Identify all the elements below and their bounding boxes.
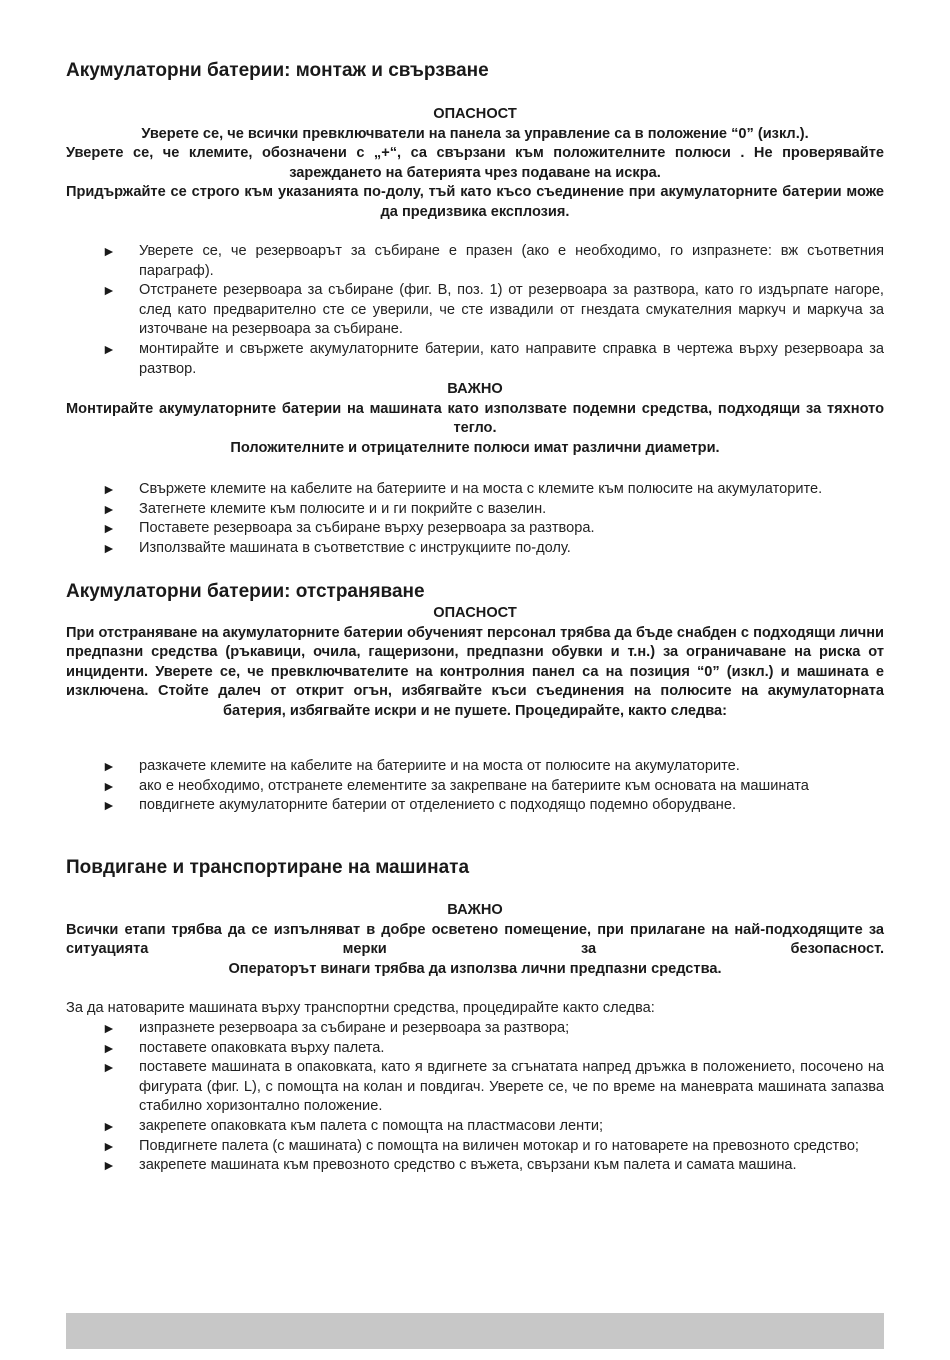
install-steps-list	[66, 242, 884, 379]
list-item: ► изпразнете резервоара за събиране и резервоара за разтвора;	[66, 1019, 884, 1039]
section-title-battery-removal: Акумулаторни батерии: отстраняване	[66, 581, 425, 602]
important-line: Операторът винаги трябва да използва лични предпазни средства.	[228, 960, 722, 977]
danger-line: Уверете се, че всички превключватели на панела за управление са в положение “0” (изкл.).	[141, 125, 809, 142]
important-line: Всички етапи трябва да се изпълняват в добре осветено помещение, при прилагане на най-подходящите за ситуацията мерки за безопасност.	[66, 921, 884, 958]
list-item: ► закрепете машината към превозното средство с въжета, свързани към палета и самата машина.	[66, 1156, 884, 1176]
danger-line: Уверете се, че клемите, обозначени с „+“, са свързани към положителните полюси . Не проверявайте зареждането на батерията чрез подаване на искра.	[66, 145, 884, 181]
important-label: ВАЖНО	[447, 902, 503, 918]
section-title-battery-install: Акумулаторни батерии: монтаж и свързване	[66, 60, 489, 81]
arrow-right-icon: ►	[102, 520, 116, 537]
arrow-right-icon: ►	[102, 481, 116, 497]
arrow-right-icon: ►	[102, 1137, 116, 1154]
danger-text: При отстраняване на акумулаторните батерии обученият персонал трябва да бъде снабден с подходящи лични предпазни средства (ръкавици, очила, гащеризони, предпазни обувки и т.н.) за ограничаване на риска от инциденти. Уверете се, че превключвателите на контролния панел са на позиция “0” (изкл.) и машината е изключена. Стойте далеч от открит огън, избягвайте къси съединения на полюсите на акумулаторната батерия, избягвайте искри и не пушете. Процедирайте, както следва:	[66, 624, 884, 719]
list-item: ► поставете машината в опаковката, като я вдигнете за сгънатата напред дръжка в положението, посочено на фигурата (фиг. L), с помощта на колан и повдигач. Уверете се, че по време на маневрата машината запазва стабилно хоризонтално положение.	[102, 1059, 884, 1115]
list-item: ► поставете опаковката върху палета.	[66, 1039, 884, 1059]
removal-steps-list	[66, 757, 884, 816]
list-item: ► закрепете опаковката към палета с помощта на пластмасови ленти;	[66, 1117, 884, 1137]
danger-line: Придържайте се строго към указанията по-долу, тъй като късо съединение при акумулаторните батерии може да предизвика експлозия.	[66, 184, 884, 220]
transport-intro: За да натоварите машината върху транспортни средства, процедирайте както следва:	[66, 1000, 655, 1016]
arrow-right-icon: ►	[102, 777, 116, 794]
list-item: ► разкачете клемите на кабелите на батериите и на моста от полюсите на акумулаторите.	[66, 757, 884, 777]
arrow-right-icon: ►	[102, 243, 116, 259]
important-line: Монтирайте акумулаторните батерии на машината като използвате подемни средства, подходящи за тяхното тегло.	[66, 400, 884, 437]
arrow-right-icon: ►	[102, 1059, 116, 1076]
danger-notice-removal	[66, 604, 884, 722]
footer-bar	[66, 1313, 884, 1349]
important-notice-install	[66, 380, 884, 458]
danger-label: ОПАСНОСТ	[433, 106, 517, 122]
list-item: ► монтирайте и свържете акумулаторните батерии, като направите справка в чертежа върху резервоара за разтвор.	[102, 340, 884, 377]
arrow-right-icon: ►	[102, 1020, 116, 1036]
arrow-right-icon: ►	[102, 1117, 116, 1134]
list-item: ► ако е необходимо, отстранете елементите за закрепване на батериите към основата на машината	[66, 777, 884, 797]
list-item: ► Повдигнете палета (с машината) с помощта на виличен мотокар и го натоварете на превозното средство;	[66, 1137, 884, 1157]
danger-notice-install	[66, 105, 884, 223]
arrow-right-icon: ►	[102, 539, 116, 556]
section-title-lifting-transport: Повдигане и транспортиране на машината	[66, 857, 470, 878]
transport-steps-list	[66, 1019, 884, 1176]
connect-steps-list	[66, 480, 884, 558]
important-line: Положителните и отрицателните полюси имат различни диаметри.	[230, 439, 720, 456]
danger-label: ОПАСНОСТ	[433, 605, 517, 621]
arrow-right-icon: ►	[102, 758, 116, 774]
list-item: ► Използвайте машината в съответствие с инструкциите по-долу.	[66, 539, 884, 559]
list-item: ► повдигнете акумулаторните батерии от отделението с подходящо подемно оборудване.	[66, 796, 884, 816]
arrow-right-icon: ►	[102, 1157, 116, 1174]
arrow-right-icon: ►	[102, 340, 116, 357]
list-item: ► Уверете се, че резервоарът за събиране е празен (ако е необходимо, го изпразнете: вж съответния параграф).	[102, 243, 884, 279]
arrow-right-icon: ►	[102, 282, 116, 299]
list-item: ► Отстранете резервоара за събиране (фиг. B, поз. 1) от резервоара за разтвора, като го издърпате нагоре, след като предварително сте се уверили, че сте извадили от гнездата смукателния маркуч и маркуча за източване на резервоара за събиране.	[102, 282, 884, 338]
arrow-right-icon: ►	[102, 500, 116, 517]
arrow-right-icon: ►	[102, 1039, 116, 1056]
important-notice-transport	[66, 901, 884, 979]
list-item: ► Поставете резервоара за събиране върху резервоара за разтвора.	[66, 519, 884, 539]
list-item: ► Затегнете клемите към полюсите и и ги покрийте с вазелин.	[66, 500, 884, 520]
arrow-right-icon: ►	[102, 797, 116, 814]
important-label: ВАЖНО	[447, 381, 503, 397]
list-item: ► Свържете клемите на кабелите на батериите и на моста с клемите към полюсите на акумулаторите.	[66, 480, 884, 500]
